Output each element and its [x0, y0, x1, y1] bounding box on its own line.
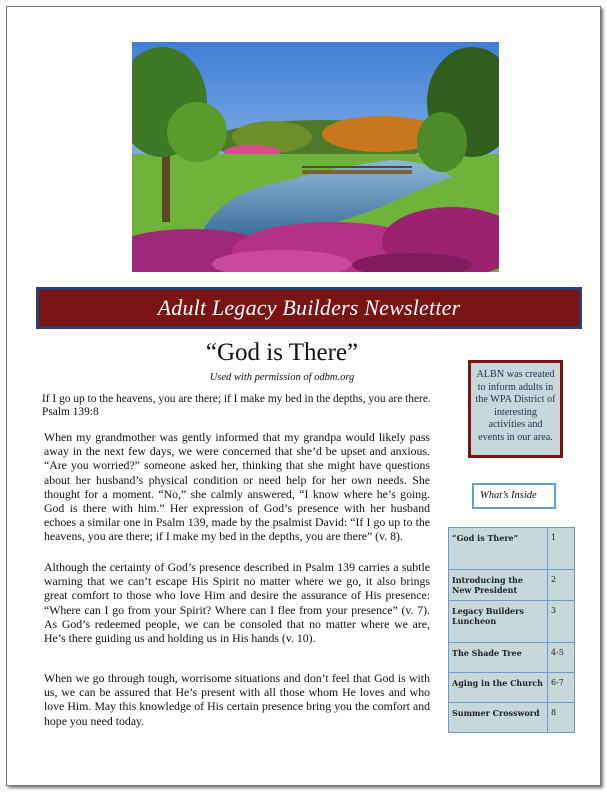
toc-title: Summer Crossword: [449, 703, 548, 733]
scripture-verse: If I go up to the heavens, you are there; if I make my bed in the depths, you are there. Psalm 139:8: [42, 393, 431, 418]
toc-row[interactable]: [449, 703, 575, 733]
article-paragraph: When my grandmother was gently informed that my grandpa would likely pass away in the next few days, we were concerned that she’d be upset and anxious. “Are you worried?” someone asked her, thinking that she might have questions about her husband’s physical condition or need help for her own needs. She thought for a moment. “No,” she calmly answered, “I know where he’s going. God is there with him.” Her expression of God’s presence with her husband echoes a similar one in Psalm 139, made by the psalmist David: “If I go up to the heavens, you are there; if I make my bed in the depths, you are there” (v. 8).: [44, 430, 430, 544]
newsletter-banner: [36, 287, 582, 329]
toc-page: 1: [548, 528, 575, 570]
toc-page: 2: [548, 570, 575, 601]
toc-row[interactable]: [449, 601, 575, 643]
toc-page: 4-5: [548, 643, 575, 673]
table-of-contents: [448, 527, 575, 733]
whats-inside-heading: What’s Inside: [472, 483, 556, 509]
toc-title: The Shade Tree: [449, 643, 548, 673]
toc-page: 6-7: [548, 673, 575, 703]
toc-row[interactable]: [449, 643, 575, 673]
article-title: “God is There”: [205, 339, 359, 366]
permission-credit: Used with permission of odbm.org: [209, 372, 355, 383]
albn-info-callout: ALBN was created to inform adults in the WPA District of interesting activities and events in our area.: [468, 360, 563, 458]
toc-title: Introducing the New President: [449, 570, 548, 601]
toc-page: 8: [548, 703, 575, 733]
article-paragraph: Although the certainty of God’s presence described in Psalm 139 carries a subtle warning that we can’t escape His Spirit no matter where we go, it also brings great comfort to those who love Him and desire the assurance of His presence: “Where can I go from your Spirit? Where can I flee from your presence” (v. 7). As God’s redeemed people, we can be consoled that no matter where we are, He’s there guiding us and holding us in His hands (v. 10).: [44, 560, 430, 646]
newsletter-page: [6, 6, 601, 786]
toc-row[interactable]: [449, 673, 575, 703]
toc-row[interactable]: [449, 570, 575, 601]
hero-photo-park-lake: [132, 42, 499, 272]
toc-row[interactable]: [449, 528, 575, 570]
newsletter-title: Adult Legacy Builders Newsletter: [157, 295, 461, 320]
article-paragraph: When we go through tough, worrisome situations and don’t feel that God is with us, we can be assured that He’s present with all those whom He loves and who love Him. May this knowledge of His certain presence bring you the comfort and hope you need today.: [44, 671, 430, 728]
toc-title: “God is There”: [449, 528, 548, 570]
toc-page: 3: [548, 601, 575, 643]
toc-title: Aging in the Church: [449, 673, 548, 703]
toc-title: Legacy Builders Luncheon: [449, 601, 548, 643]
